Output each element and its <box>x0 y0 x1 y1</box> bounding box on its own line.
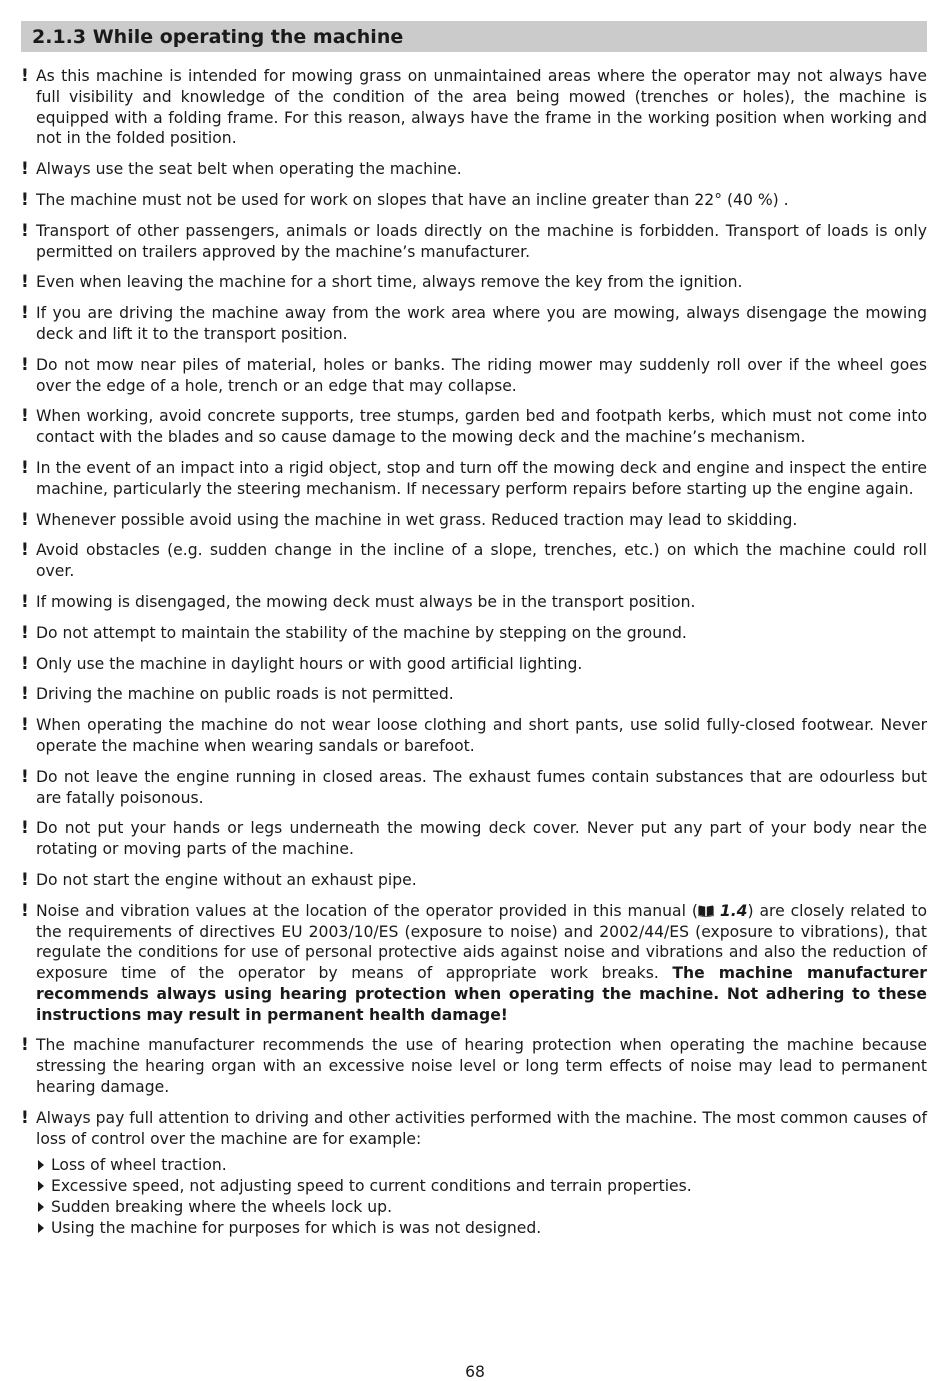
warning-marker: ! <box>21 818 29 839</box>
list-item <box>21 272 927 293</box>
warning-marker: ! <box>21 653 29 674</box>
cause-item <box>36 1176 927 1197</box>
list-item <box>21 592 927 613</box>
list-item <box>21 540 927 582</box>
section-heading: 2.1.3 While operating the machine <box>21 21 927 52</box>
warning-marker: ! <box>21 869 29 890</box>
list-item <box>21 221 927 263</box>
warning-marker: ! <box>21 540 29 561</box>
hearing-warning: The machine manufacturer recommends always using hearing protection when operating the machine. Not adhering to these instructions may result in permanent health damage! <box>36 964 927 1024</box>
warning-marker: ! <box>21 303 29 324</box>
book-icon <box>698 901 714 922</box>
section-reference: 1.4 <box>719 901 748 920</box>
item-text: Do not mow near piles of material, holes or banks. The riding mower may suddenly roll over if the wheel goes over the edge of a hole, trench or an edge that may collapse. <box>36 355 927 395</box>
triangle-bullet-icon <box>38 1160 44 1170</box>
warning-marker: ! <box>21 406 29 427</box>
warning-marker: ! <box>21 715 29 736</box>
page-number: 68 <box>465 1363 485 1381</box>
item-text: Transport of other passengers, animals or loads directly on the machine is forbidden. Transport of loads is only permitted on trailers approved by the machine’s manufacturer. <box>36 221 927 261</box>
warning-marker: ! <box>21 159 29 180</box>
list-item <box>21 684 927 705</box>
hearing-protection-item <box>21 1035 927 1097</box>
warning-marker: ! <box>21 766 29 787</box>
item-text: If you are driving the machine away from the work area where you are mowing, always disengage the mowing deck and lift it to the transport position. <box>36 304 927 343</box>
item-text: Do not start the engine without an exhaust pipe. <box>36 870 417 889</box>
warning-marker: ! <box>21 220 29 241</box>
warning-marker: ! <box>21 1107 29 1128</box>
list-item <box>21 406 927 448</box>
item-text: When operating the machine do not wear loose clothing and short pants, use solid fully-closed footwear. Never operate the machine when wearing sandals or barefoot. <box>36 716 927 755</box>
list-item <box>21 767 927 809</box>
warning-marker: ! <box>21 900 29 921</box>
list-item <box>21 190 927 211</box>
item-text: Only use the machine in daylight hours or with good artificial lighting. <box>36 654 583 673</box>
list-item <box>21 870 927 891</box>
list-item <box>21 510 927 531</box>
warning-marker: ! <box>21 591 29 612</box>
warning-marker: ! <box>21 684 29 705</box>
item-text: In the event of an impact into a rigid object, stop and turn off the mowing deck and engine and inspect the entire machine, particularly the steering mechanism. If necessary perform repairs before starting up the engine again. <box>36 458 927 498</box>
cause-item <box>36 1218 927 1239</box>
list-item <box>21 458 927 500</box>
cause-text: Loss of wheel traction. <box>51 1156 227 1175</box>
warning-marker: ! <box>21 354 29 375</box>
item-text: Always use the seat belt when operating the machine. <box>36 160 462 179</box>
noise-vibration-item <box>21 901 927 1026</box>
noise-text-before-ref: Noise and vibration values at the location of the operator provided in this manual ( <box>36 901 698 920</box>
cause-text: Excessive speed, not adjusting speed to current conditions and terrain properties. <box>51 1177 692 1196</box>
list-item <box>21 818 927 860</box>
warning-marker: ! <box>21 622 29 643</box>
item-text: Do not leave the engine running in closed areas. The exhaust fumes contain substances that are odourless but are fatally poisonous. <box>36 767 927 807</box>
warning-marker: ! <box>21 189 29 210</box>
cause-item <box>36 1155 927 1176</box>
cause-text: Sudden breaking where the wheels lock up. <box>51 1198 393 1217</box>
list-item <box>21 654 927 675</box>
item-text: As this machine is intended for mowing grass on unmaintained areas where the operator may not always have full visibility and knowledge of the condition of the area being mowed (trenches or holes), the machine is equipped with a folding frame. For this reason, always have the frame in the working position when working and not in the folded position. <box>36 67 927 148</box>
noise-text-after-ref: ) are closely related to the requirements of directives EU 2003/10/ES (exposure to noise) and 2002/44/ES (exposure to vibrations), that regulate the conditions for use of personal protective aids against noise and vibrations and also the reduction of exposure time of the operator by means of appropriate work breaks. <box>36 901 927 983</box>
triangle-bullet-icon <box>38 1181 44 1191</box>
item-text <box>36 901 927 1026</box>
item-text: The machine manufacturer recommends the use of hearing protection when operating the machine because stressing the hearing organ with an excessive noise level or long term effects of noise may lead to permanent hearing damage. <box>36 1036 927 1097</box>
triangle-bullet-icon <box>38 1223 44 1233</box>
loss-of-control-causes <box>36 1155 927 1238</box>
item-text: If mowing is disengaged, the mowing deck must always be in the transport position. <box>36 592 696 611</box>
cause-text: Using the machine for purposes for which is was not designed. <box>51 1218 542 1237</box>
list-item <box>21 715 927 757</box>
item-text: Do not put your hands or legs underneath the mowing deck cover. Never put any part of your body near the rotating or moving parts of the machine. <box>36 819 927 859</box>
list-item <box>21 159 927 180</box>
item-text: Whenever possible avoid using the machine in wet grass. Reduced traction may lead to skidding. <box>36 510 798 529</box>
attention-item <box>21 1108 927 1239</box>
list-item <box>21 623 927 644</box>
safety-instructions-list <box>21 66 927 1249</box>
triangle-bullet-icon <box>38 1202 44 1212</box>
warning-marker: ! <box>21 66 29 86</box>
item-text: Always pay full attention to driving and other activities performed with the machine. The most common causes of loss of control over the machine are for example: <box>36 1108 927 1148</box>
warning-marker: ! <box>21 509 29 530</box>
warning-marker: ! <box>21 1035 29 1056</box>
item-text: When working, avoid concrete supports, tree stumps, garden bed and footpath kerbs, which must not come into contact with the blades and so cause damage to the mowing deck and the machine’s mechanism. <box>36 407 927 447</box>
item-text: Do not attempt to maintain the stability of the machine by stepping on the ground. <box>36 623 687 642</box>
item-text: Driving the machine on public roads is not permitted. <box>36 685 454 704</box>
warning-marker: ! <box>21 272 29 293</box>
list-item <box>21 66 927 149</box>
item-text: The machine must not be used for work on slopes that have an incline greater than 22° (40 %) . <box>36 190 789 209</box>
warning-marker: ! <box>21 457 29 478</box>
list-item <box>21 303 927 345</box>
item-text: Avoid obstacles (e.g. sudden change in the incline of a slope, trenches, etc.) on which the machine could roll over. <box>36 541 927 581</box>
list-item <box>21 355 927 397</box>
item-text: Even when leaving the machine for a short time, always remove the key from the ignition. <box>36 273 743 292</box>
cause-item <box>36 1197 927 1218</box>
